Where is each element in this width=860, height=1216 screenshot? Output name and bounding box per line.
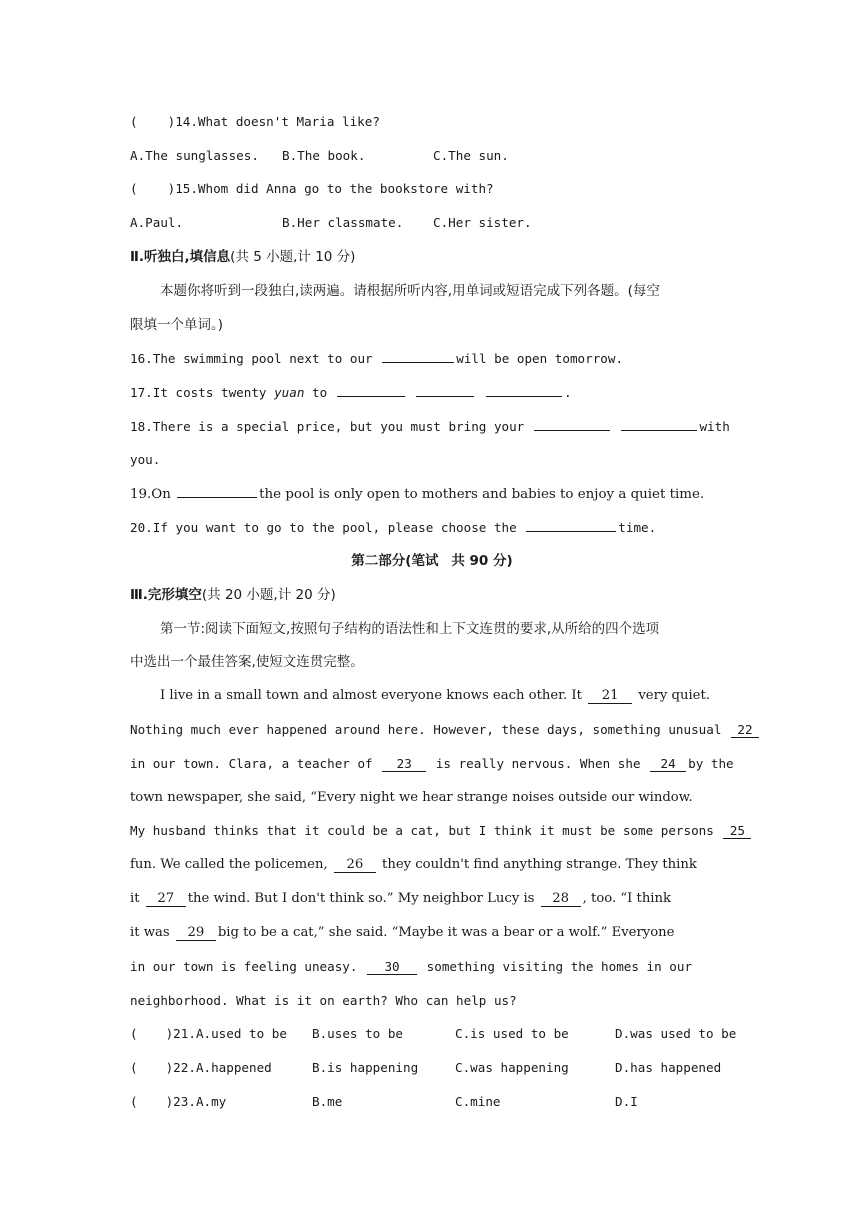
blank-25[interactable]: 25 xyxy=(723,823,751,839)
question-19: 19.On the pool is only open to mothers and babies to enjoy a quiet time. xyxy=(130,483,704,505)
passage-line-5: My husband thinks that it could be a cat, but I think it must be some persons 25 xyxy=(130,821,753,841)
section-2-heading: Ⅱ.听独白,填信息(共 5 小题,计 10 分) xyxy=(130,249,356,265)
section-2-instruction-line-1: 本题你将听到一段独白,读两遍。请根据所听内容,用单词或短语完成下列各题。(每空 xyxy=(160,283,660,299)
answer-blank[interactable] xyxy=(534,416,610,431)
blank-21[interactable]: 21 xyxy=(588,688,632,704)
question-22: ( )22.A.happened B.is happening C.was happening D.has happened xyxy=(130,1060,722,1075)
answer-blank[interactable] xyxy=(486,382,562,397)
question-23: ( )23.A.my B.me C.mine D.I xyxy=(130,1094,638,1109)
answer-blank[interactable] xyxy=(177,483,257,498)
section-2-instruction-line-2: 限填一个单词。) xyxy=(130,317,224,333)
question-16: 16.The swimming pool next to our will be open tomorrow. xyxy=(130,348,623,369)
blank-23[interactable]: 23 xyxy=(382,756,426,772)
section-3-heading: Ⅲ.完形填空(共 20 小题,计 20 分) xyxy=(130,587,336,603)
blank-26[interactable]: 26 xyxy=(334,857,376,873)
passage-line-6: fun. We called the policemen, 26 they couldn't find anything strange. They think xyxy=(130,857,697,872)
blank-27[interactable]: 27 xyxy=(146,891,186,907)
blank-28[interactable]: 28 xyxy=(541,891,581,907)
passage-line-7: it 27 the wind. But I don't think so.” My neighbor Lucy is 28 , too. “I think xyxy=(130,891,672,906)
part-2-heading: 第二部分(笔试 共 90 分) xyxy=(351,553,513,569)
answer-blank[interactable] xyxy=(526,517,616,532)
question-17: 17.It costs twenty yuan to . xyxy=(130,382,572,403)
section-3-instruction-line-1: 第一节:阅读下面短文,按照句子结构的语法性和上下文连贯的要求,从所给的四个选项 xyxy=(160,621,660,637)
blank-24[interactable]: 24 xyxy=(650,756,686,772)
passage-line-9: in our town is feeling uneasy. 30 something visiting the homes in our xyxy=(130,959,693,974)
question-20: 20.If you want to go to the pool, please choose the time. xyxy=(130,517,656,538)
blank-29[interactable]: 29 xyxy=(176,925,216,941)
blank-30[interactable]: 30 xyxy=(367,959,417,975)
answer-blank[interactable] xyxy=(382,348,454,363)
passage-line-2: Nothing much ever happened around here. However, these days, something unusual 22 xyxy=(130,720,761,740)
passage-line-10: neighborhood. What is it on earth? Who can help us? xyxy=(130,993,517,1008)
passage-line-8: it was 29 big to be a cat,” she said. “Maybe it was a bear or a wolf.” Everyone xyxy=(130,925,675,940)
question-15: ( )15.Whom did Anna go to the bookstore with? xyxy=(130,181,494,196)
blank-22[interactable]: 22 xyxy=(731,722,759,738)
question-18-continued: you. xyxy=(130,452,161,467)
answer-blank[interactable] xyxy=(337,382,405,397)
passage-line-3: in our town. Clara, a teacher of 23 is really nervous. When she 24 by the xyxy=(130,756,734,771)
answer-blank[interactable] xyxy=(416,382,474,397)
section-3-instruction-line-2: 中选出一个最佳答案,使短文连贯完整。 xyxy=(130,654,364,670)
question-21: ( )21.A.used to be B.uses to be C.is used to be D.was used to be xyxy=(130,1026,737,1041)
question-18: 18.There is a special price, but you must bring your with xyxy=(130,416,730,437)
answer-blank[interactable] xyxy=(621,416,697,431)
passage-line-4: town newspaper, she said, “Every night we hear strange noises outside our window. xyxy=(130,790,693,805)
question-14: ( )14.What doesn't Maria like? xyxy=(130,114,380,129)
passage-line-1: I live in a small town and almost everyone knows each other. It 21 very quiet. xyxy=(160,688,710,703)
